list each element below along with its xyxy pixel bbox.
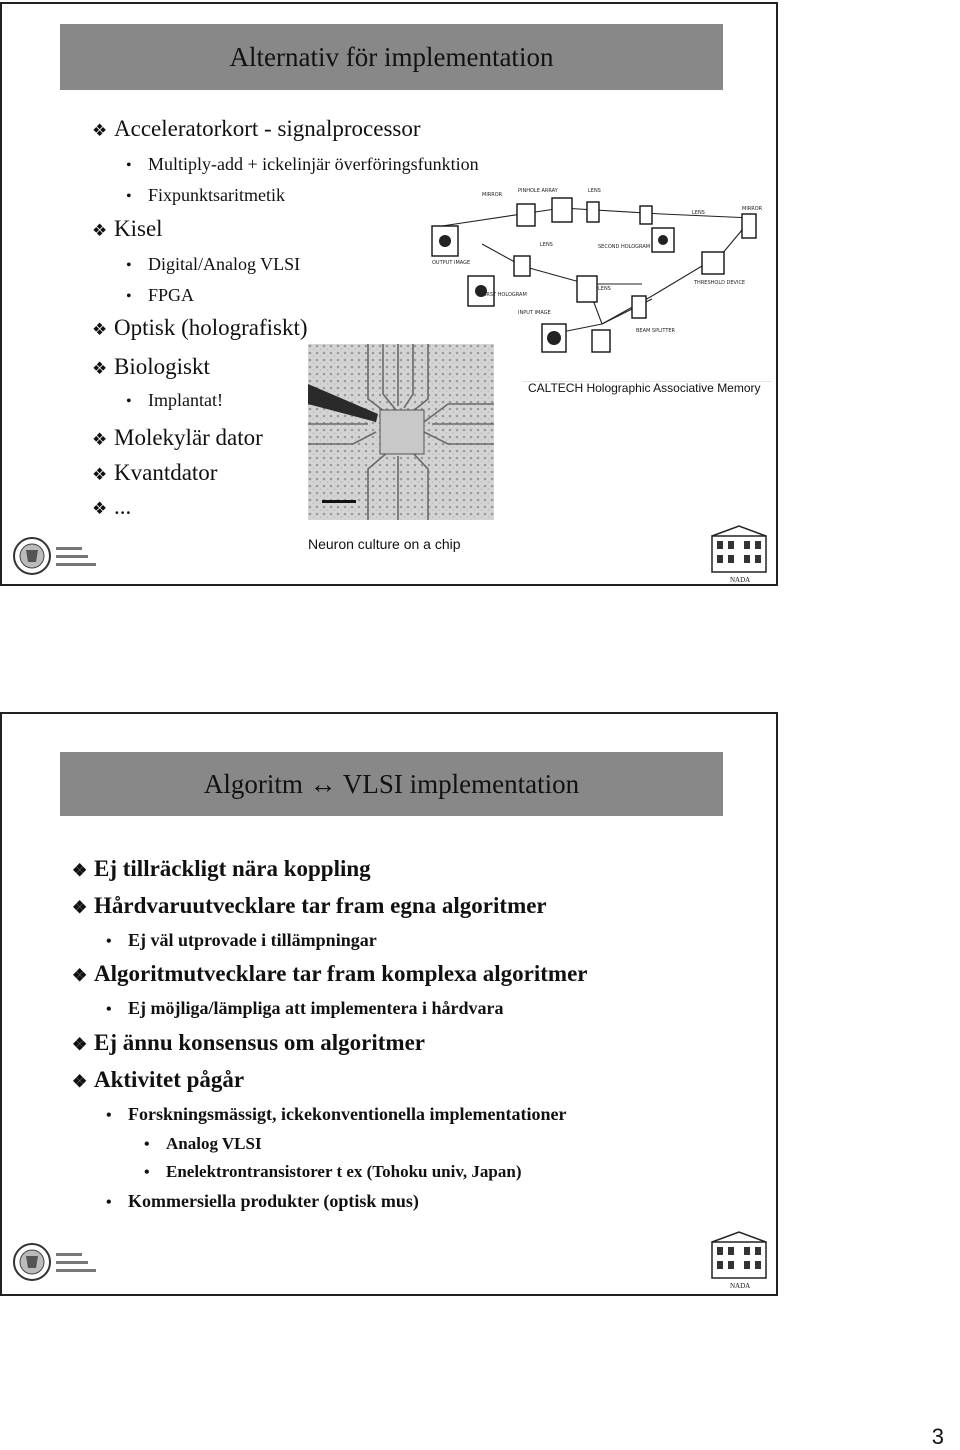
dot-bullet-icon: •: [126, 288, 132, 305]
nada-building-logo: [708, 1230, 770, 1290]
sub-bullet-item: • Fixpunktsaritmetik: [126, 185, 285, 205]
dot-bullet-icon: •: [144, 1164, 150, 1181]
bullet-item: ❖ Optisk (holografiskt): [92, 315, 308, 340]
slide-title: Algoritm ↔ VLSI implementation: [203, 768, 580, 799]
dot-bullet-icon: •: [106, 1107, 112, 1124]
page-number: 3: [931, 1424, 944, 1449]
dot-bullet-icon: •: [126, 257, 132, 274]
slide-algoritm-vlsi: [0, 712, 778, 1296]
chip-caption: Neuron culture on a chip: [308, 536, 461, 552]
svg-text:FIRST HOLOGRAM: FIRST HOLOGRAM: [482, 292, 527, 298]
diamond-bullet-icon: ❖: [92, 465, 108, 484]
bullet-item: ❖ Hårdvaruutvecklare tar fram egna algoritmer: [72, 893, 547, 918]
holographic-caption: CALTECH Holographic Associative Memory: [528, 381, 761, 395]
svg-text:LENS: LENS: [588, 188, 601, 194]
slide-title-bar: [60, 752, 723, 816]
sub-bullet-item: • FPGA: [126, 285, 195, 305]
slide-title: Alternativ för implementation: [229, 41, 554, 72]
svg-text:LENS: LENS: [598, 286, 611, 292]
svg-text:LENS: LENS: [540, 242, 553, 248]
sub-bullet-item: • Ej väl utprovade i tillämpningar: [106, 930, 377, 950]
dot-bullet-icon: •: [106, 1001, 112, 1018]
diamond-bullet-icon: ❖: [92, 121, 108, 140]
svg-text:MIRROR: MIRROR: [742, 206, 763, 212]
sub-bullet-item: • Kommersiella produkter (optisk mus): [106, 1191, 419, 1211]
dot-bullet-icon: •: [126, 188, 132, 205]
svg-text:PINHOLE ARRAY: PINHOLE ARRAY: [518, 188, 558, 194]
sub-bullet-item: • Ej möjliga/lämpliga att implementera i hårdvara: [106, 998, 504, 1018]
nada-building-logo: [708, 524, 770, 584]
sub-bullet-item: • Digital/Analog VLSI: [126, 254, 301, 274]
diamond-bullet-icon: ❖: [72, 966, 88, 985]
kth-logo: [12, 1240, 104, 1284]
sub-sub-bullet-item: • Enelektrontransistorer t ex (Tohoku univ, Japan): [144, 1162, 522, 1181]
svg-text:OUTPUT IMAGE: OUTPUT IMAGE: [432, 260, 471, 266]
svg-text:SECOND HOLOGRAM: SECOND HOLOGRAM: [598, 244, 651, 250]
diamond-bullet-icon: ❖: [92, 499, 108, 518]
sub-sub-bullet-item: • Analog VLSI: [144, 1134, 262, 1153]
bullet-item: ❖ Molekylär dator: [92, 425, 263, 450]
diamond-bullet-icon: ❖: [72, 1035, 88, 1054]
holographic-memory-diagram: [422, 184, 772, 382]
diamond-bullet-icon: ❖: [72, 898, 88, 917]
dot-bullet-icon: •: [144, 1136, 150, 1153]
bullet-item: ❖ ...: [92, 494, 132, 519]
kth-logo: [12, 534, 104, 578]
dot-bullet-icon: •: [106, 1194, 112, 1211]
svg-text:BEAM SPLITTER: BEAM SPLITTER: [636, 328, 676, 334]
diamond-bullet-icon: ❖: [72, 861, 88, 880]
sub-bullet-item: • Forskningsmässigt, ickekonventionella implementationer: [106, 1104, 567, 1124]
diamond-bullet-icon: ❖: [92, 320, 108, 339]
slide-title-bar: [60, 24, 723, 90]
dot-bullet-icon: •: [126, 157, 132, 174]
diamond-bullet-icon: ❖: [92, 359, 108, 378]
dot-bullet-icon: •: [106, 933, 112, 950]
dot-bullet-icon: •: [126, 393, 132, 410]
svg-text:NADA: NADA: [730, 1282, 751, 1290]
sub-bullet-item: • Multiply-add + ickelinjär överföringsfunktion: [126, 154, 479, 174]
diamond-bullet-icon: ❖: [72, 1072, 88, 1091]
bullet-item: ❖ Algoritmutvecklare tar fram komplexa algoritmer: [72, 961, 588, 986]
bullet-item: ❖ Kvantdator: [92, 460, 218, 485]
sub-bullet-item: • Implantat!: [126, 390, 223, 410]
svg-text:INPUT IMAGE: INPUT IMAGE: [518, 310, 551, 316]
slide-alternativ: [0, 2, 778, 586]
bullet-item: ❖ Aktivitet pågår: [72, 1067, 245, 1092]
svg-text:MIRROR: MIRROR: [482, 192, 503, 198]
bullet-item: ❖ Kisel: [92, 216, 163, 241]
svg-text:LENS: LENS: [692, 210, 705, 216]
svg-text:THRESHOLD DEVICE: THRESHOLD DEVICE: [694, 280, 746, 286]
diamond-bullet-icon: ❖: [92, 430, 108, 449]
bullet-item: ❖ Ej ännu konsensus om algoritmer: [72, 1030, 425, 1055]
bullet-item: ❖ Ej tillräckligt nära koppling: [72, 856, 371, 881]
diamond-bullet-icon: ❖: [92, 221, 108, 240]
svg-text:NADA: NADA: [730, 576, 751, 584]
bullet-item: ❖ Biologiskt: [92, 354, 210, 379]
bullet-item: ❖ Acceleratorkort - signalprocessor: [92, 116, 421, 141]
